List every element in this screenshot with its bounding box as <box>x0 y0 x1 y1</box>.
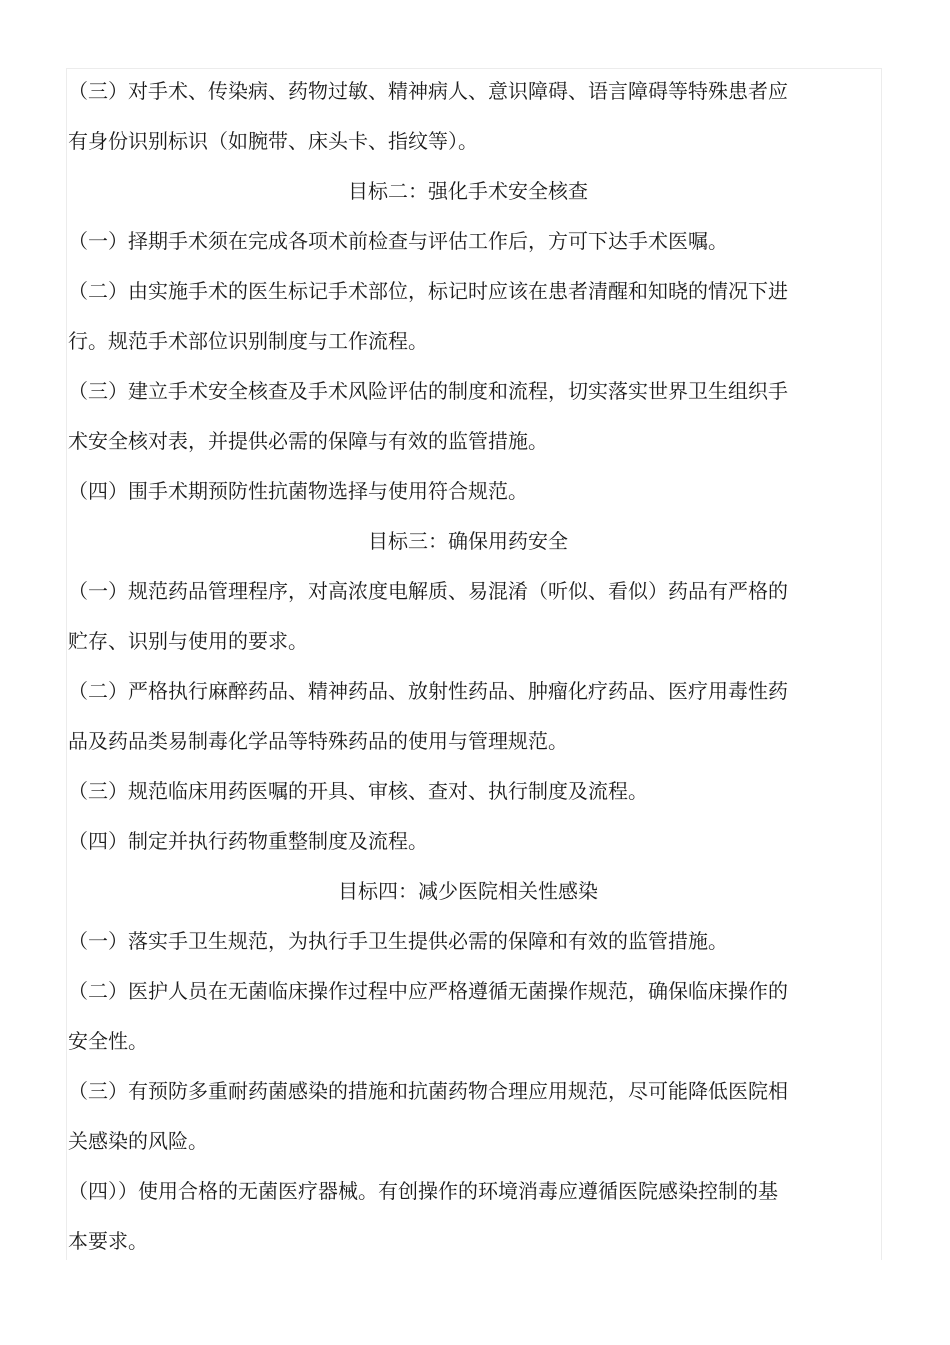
paragraph-line: （四）围手术期预防性抗菌物选择与使用符合规范。 <box>68 479 528 503</box>
section-title: 目标三：确保用药安全 <box>368 529 568 553</box>
paragraph-line: （三）规范临床用药医嘱的开具、审核、查对、执行制度及流程。 <box>68 779 648 803</box>
paragraph-line: （四））使用合格的无菌医疗器械。有创操作的环境消毒应遵循医院感染控制的基 <box>68 1179 778 1203</box>
paragraph-line: （一）择期手术须在完成各项术前检查与评估工作后，方可下达手术医嘱。 <box>68 229 728 253</box>
paragraph-line: （二）严格执行麻醉药品、精神药品、放射性药品、肿瘤化疗药品、医疗用毒性药 <box>68 679 788 703</box>
paragraph-line: 有身份识别标识（如腕带、床头卡、指纹等）。 <box>68 129 478 153</box>
paragraph-line: 贮存、识别与使用的要求。 <box>68 629 308 653</box>
paragraph-line: （二）医护人员在无菌临床操作过程中应严格遵循无菌操作规范，确保临床操作的 <box>68 979 788 1003</box>
paragraph-line: （四）制定并执行药物重整制度及流程。 <box>68 829 428 853</box>
paragraph-line: （三）有预防多重耐药菌感染的措施和抗菌药物合理应用规范，尽可能降低医院相 <box>68 1079 788 1103</box>
paragraph-line: 行。规范手术部位识别制度与工作流程。 <box>68 329 428 353</box>
paragraph-line: 关感染的风险。 <box>68 1129 208 1153</box>
paragraph-line: （一）落实手卫生规范，为执行手卫生提供必需的保障和有效的监管措施。 <box>68 929 728 953</box>
document-body <box>68 66 828 1266</box>
paragraph-line: 本要求。 <box>68 1229 148 1253</box>
paragraph-line: 术安全核对表，并提供必需的保障与有效的监管措施。 <box>68 429 548 453</box>
paragraph-line: 品及药品类易制毒化学品等特殊药品的使用与管理规范。 <box>68 729 568 753</box>
paragraph-line: （一）规范药品管理程序，对高浓度电解质、易混淆（听似、看似）药品有严格的 <box>68 579 788 603</box>
paragraph-line: （三）建立手术安全核查及手术风险评估的制度和流程，切实落实世界卫生组织手 <box>68 379 788 403</box>
paragraph-line: （二）由实施手术的医生标记手术部位，标记时应该在患者清醒和知晓的情况下进 <box>68 279 788 303</box>
section-title: 目标二：强化手术安全核查 <box>348 179 588 203</box>
paragraph-line: 安全性。 <box>68 1029 148 1053</box>
paragraph-line: （三）对手术、传染病、药物过敏、精神病人、意识障碍、语言障碍等特殊患者应 <box>68 79 788 103</box>
section-title: 目标四：减少医院相关性感染 <box>338 879 598 903</box>
